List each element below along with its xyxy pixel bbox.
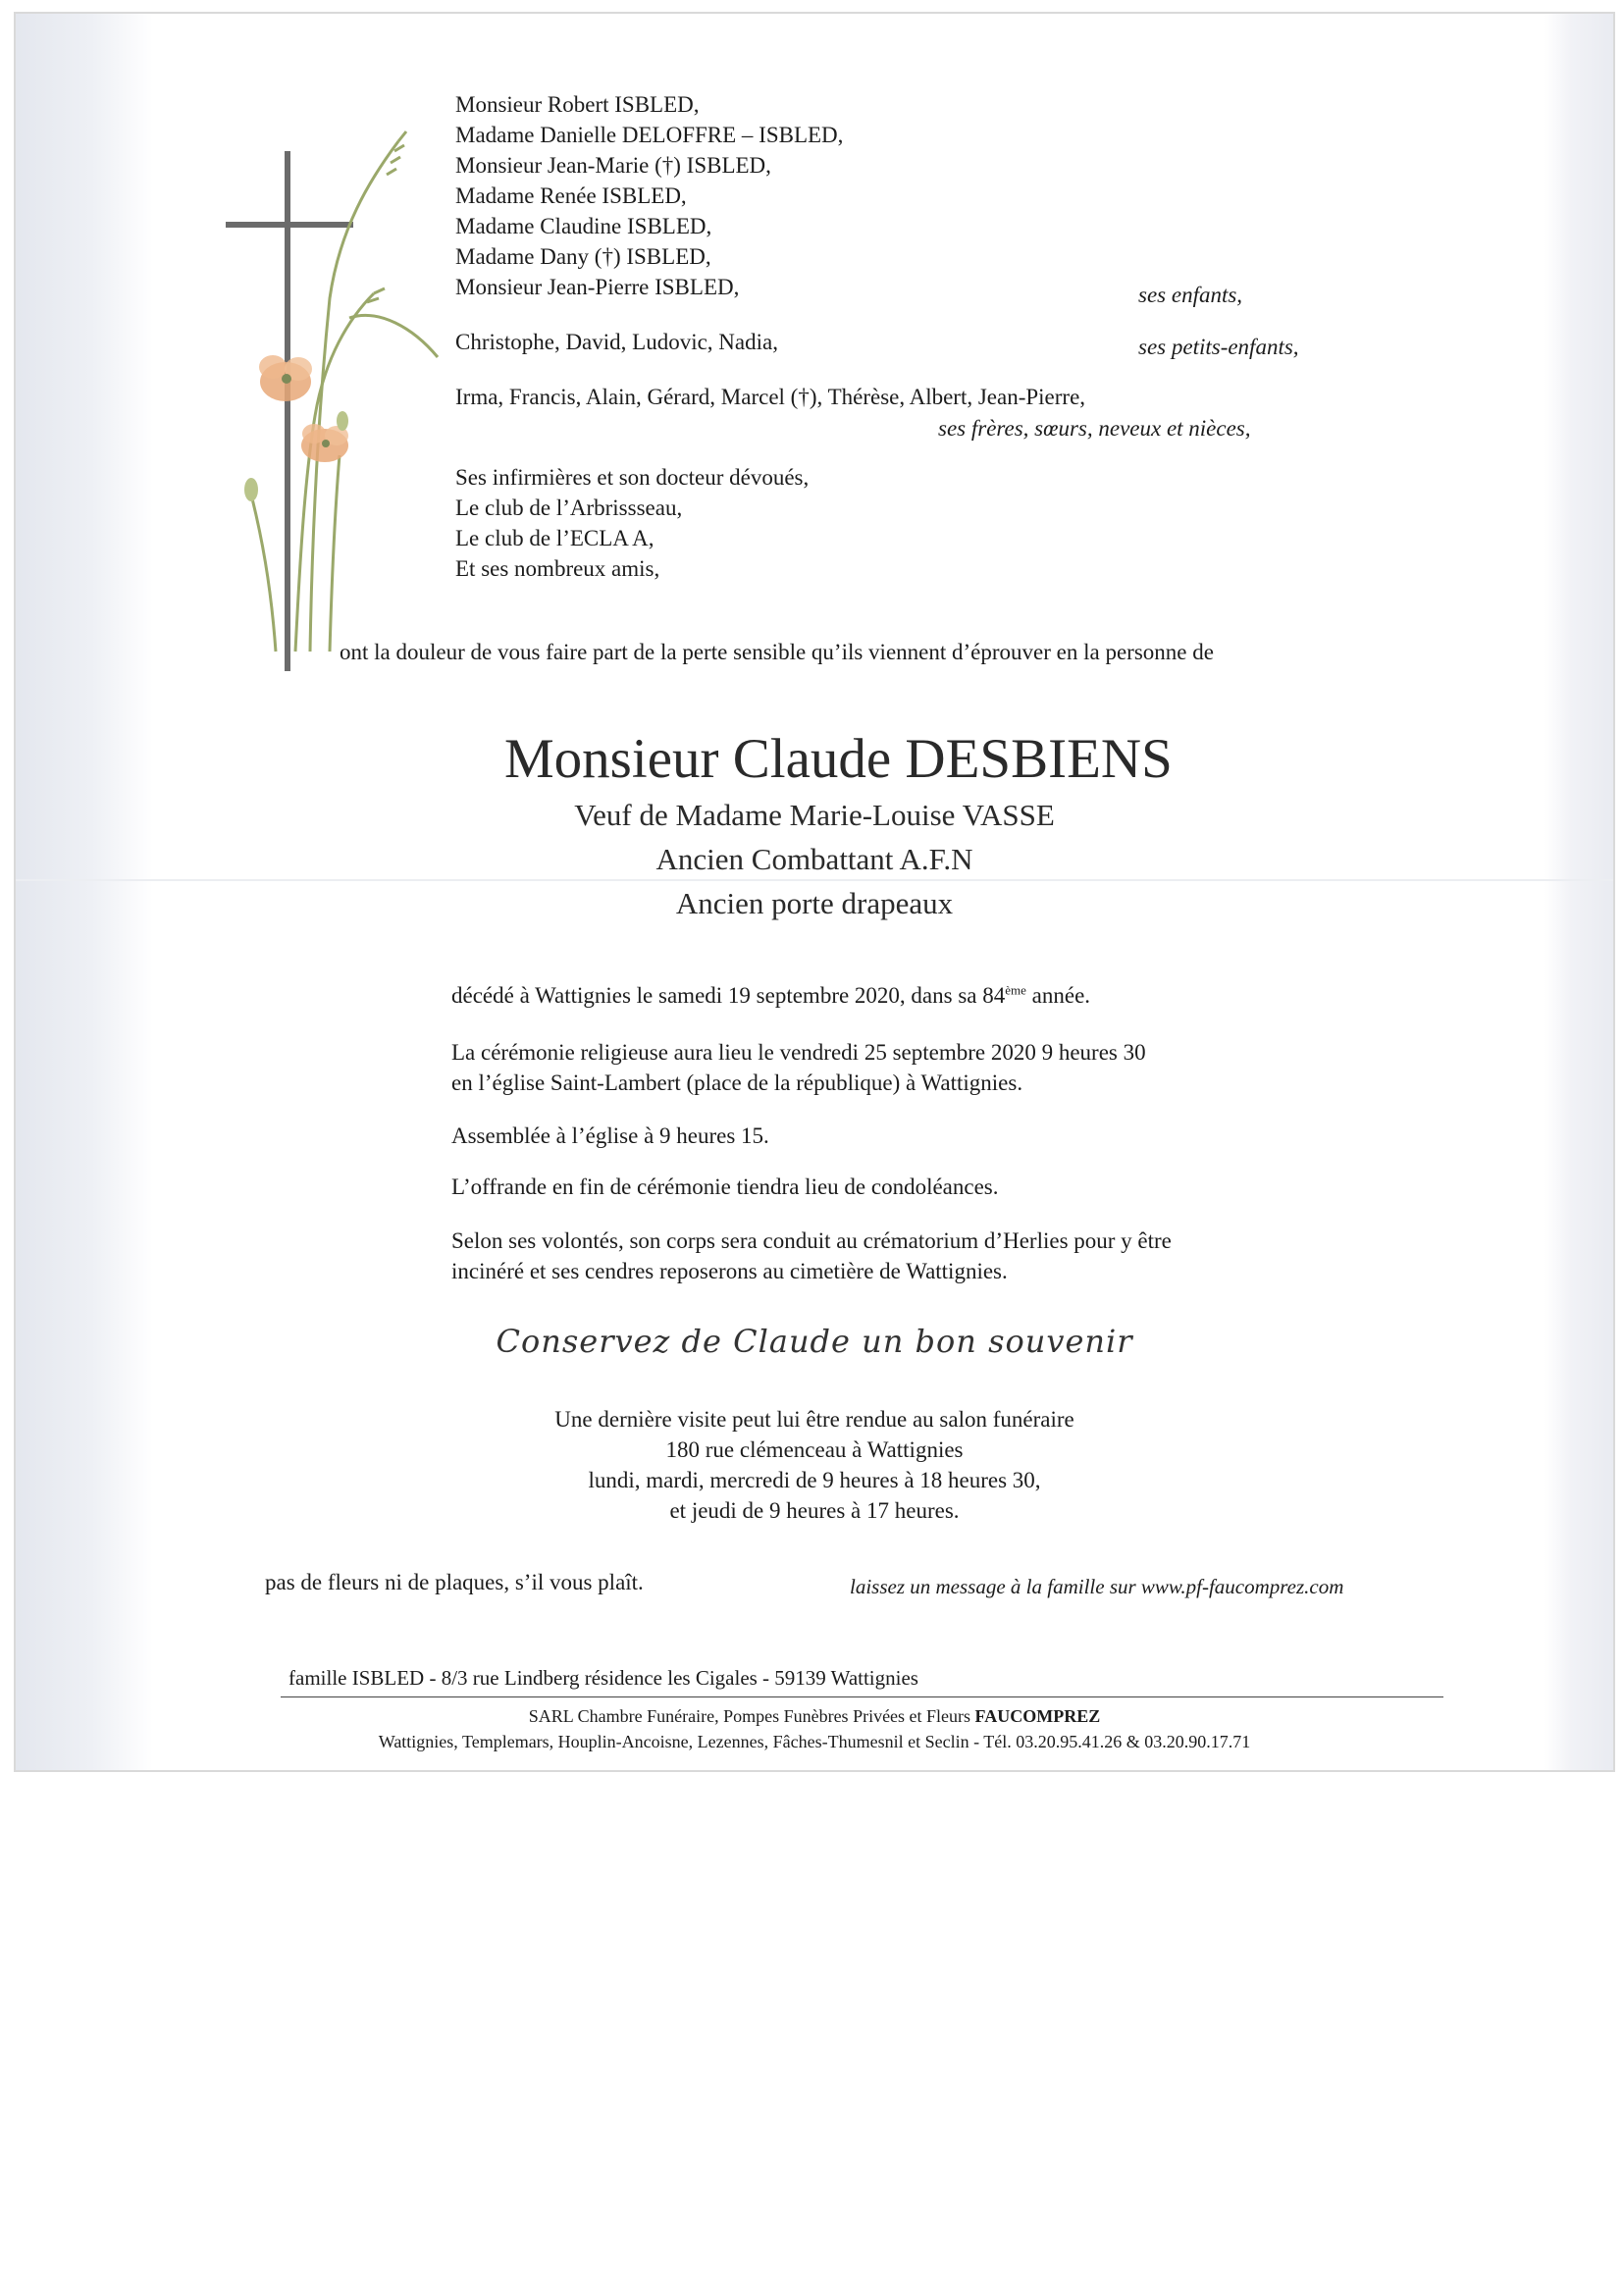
announcement: ont la douleur de vous faire part de la perte sensible qu’ils viennent d’éprouver en la personne de xyxy=(340,640,1214,664)
siblings: Irma, Francis, Alain, Gérard, Marcel (†), Thérèse, Albert, Jean-Pierre, xyxy=(455,385,1086,409)
others-2: Le club de l’Arbrissseau, xyxy=(455,496,683,520)
visit-line-3: lundi, mardi, mercredi de 9 heures à 18 heures 30, xyxy=(588,1468,1041,1492)
visit-line-1: Une dernière visite peut lui être rendue au salon funéraire xyxy=(554,1407,1074,1432)
family-address: famille ISBLED - 8/3 rue Lindberg résidence les Cigales - 59139 Wattignies xyxy=(288,1666,918,1690)
deceased-title-veteran: Ancien Combattant A.F.N xyxy=(655,842,973,876)
poppy-flowers-icon xyxy=(244,355,348,501)
closing-message: Conservez de Claude un bon souvenir xyxy=(496,1323,1133,1360)
others-4: Et ses nombreux amis, xyxy=(455,556,660,581)
ceremony-line-2: en l’église Saint-Lambert (place de la république) à Wattignies. xyxy=(451,1070,1023,1095)
death-notice-end: année. xyxy=(1025,983,1091,1008)
child-5: Madame Claudine ISBLED, xyxy=(455,214,712,238)
deceased-title-widow: Veuf de Madame Marie-Louise VASSE xyxy=(574,798,1055,832)
footer-brand: FAUCOMPREZ xyxy=(974,1706,1101,1726)
child-7: Monsieur Jean-Pierre ISBLED, xyxy=(455,275,740,299)
children-label: ses enfants, xyxy=(1138,283,1243,307)
footer-locations: Wattignies, Templemars, Houplin-Ancoisne, Lezennes, Fâches-Thumesnil et Seclin - Tél. 03.20.95.41.26 & 03.20.90.17.71 xyxy=(378,1732,1251,1751)
footer-rule xyxy=(281,1696,1443,1697)
grandchildren: Christophe, David, Ludovic, Nadia, xyxy=(455,330,778,354)
child-4: Madame Renée ISBLED, xyxy=(455,183,687,208)
wishes-line-1: Selon ses volontés, son corps sera conduit au crématorium d’Herlies pour y être xyxy=(451,1228,1172,1253)
child-2: Madame Danielle DELOFFRE – ISBLED, xyxy=(455,123,844,147)
grandchildren-label: ses petits-enfants, xyxy=(1138,335,1299,359)
siblings-label: ses frères, sœurs, neveux et nièces, xyxy=(938,416,1251,441)
deceased-title-flagbearer: Ancien porte drapeaux xyxy=(675,886,954,920)
child-1: Monsieur Robert ISBLED, xyxy=(455,92,700,117)
death-notice-sup: ème xyxy=(1005,982,1026,998)
ceremony-line-1: La cérémonie religieuse aura lieu le vendredi 25 septembre 2020 9 heures 30 xyxy=(451,1040,1146,1065)
fold-line xyxy=(16,879,1613,881)
offering: L’offrande en fin de cérémonie tiendra lieu de condoléances. xyxy=(451,1174,999,1199)
assembly: Assemblée à l’église à 9 heures 15. xyxy=(451,1123,769,1148)
wishes-line-2: incinéré et ses cendres reposerons au cimetière de Wattignies. xyxy=(451,1259,1008,1283)
footer-company xyxy=(16,1705,1613,1727)
no-flowers-note: pas de fleurs ni de plaques, s’il vous plaît. xyxy=(265,1570,644,1594)
cross-icon xyxy=(226,151,353,671)
others-3: Le club de l’ECLA A, xyxy=(455,526,654,550)
others-1: Ses infirmières et son docteur dévoués, xyxy=(455,465,810,490)
visit-line-2: 180 rue clémenceau à Wattignies xyxy=(665,1437,964,1462)
footer-company-text: SARL Chambre Funéraire, Pompes Funèbres Privées et Fleurs xyxy=(528,1706,975,1726)
cross-and-flowers-illustration xyxy=(202,122,457,671)
child-3: Monsieur Jean-Marie (†) ISBLED, xyxy=(455,153,771,178)
death-notice-text: décédé à Wattignies le samedi 19 septembre 2020, dans sa 84 xyxy=(451,983,1006,1008)
child-6: Madame Dany (†) ISBLED, xyxy=(455,244,711,269)
deceased-name: Monsieur Claude DESBIENS xyxy=(504,728,1173,790)
obituary-sheet xyxy=(16,14,1613,1770)
message-note: laissez un message à la famille sur www.pf-faucomprez.com xyxy=(850,1575,1344,1598)
visit-line-4: et jeudi de 9 heures à 17 heures. xyxy=(669,1498,960,1523)
death-notice xyxy=(451,983,1090,1009)
